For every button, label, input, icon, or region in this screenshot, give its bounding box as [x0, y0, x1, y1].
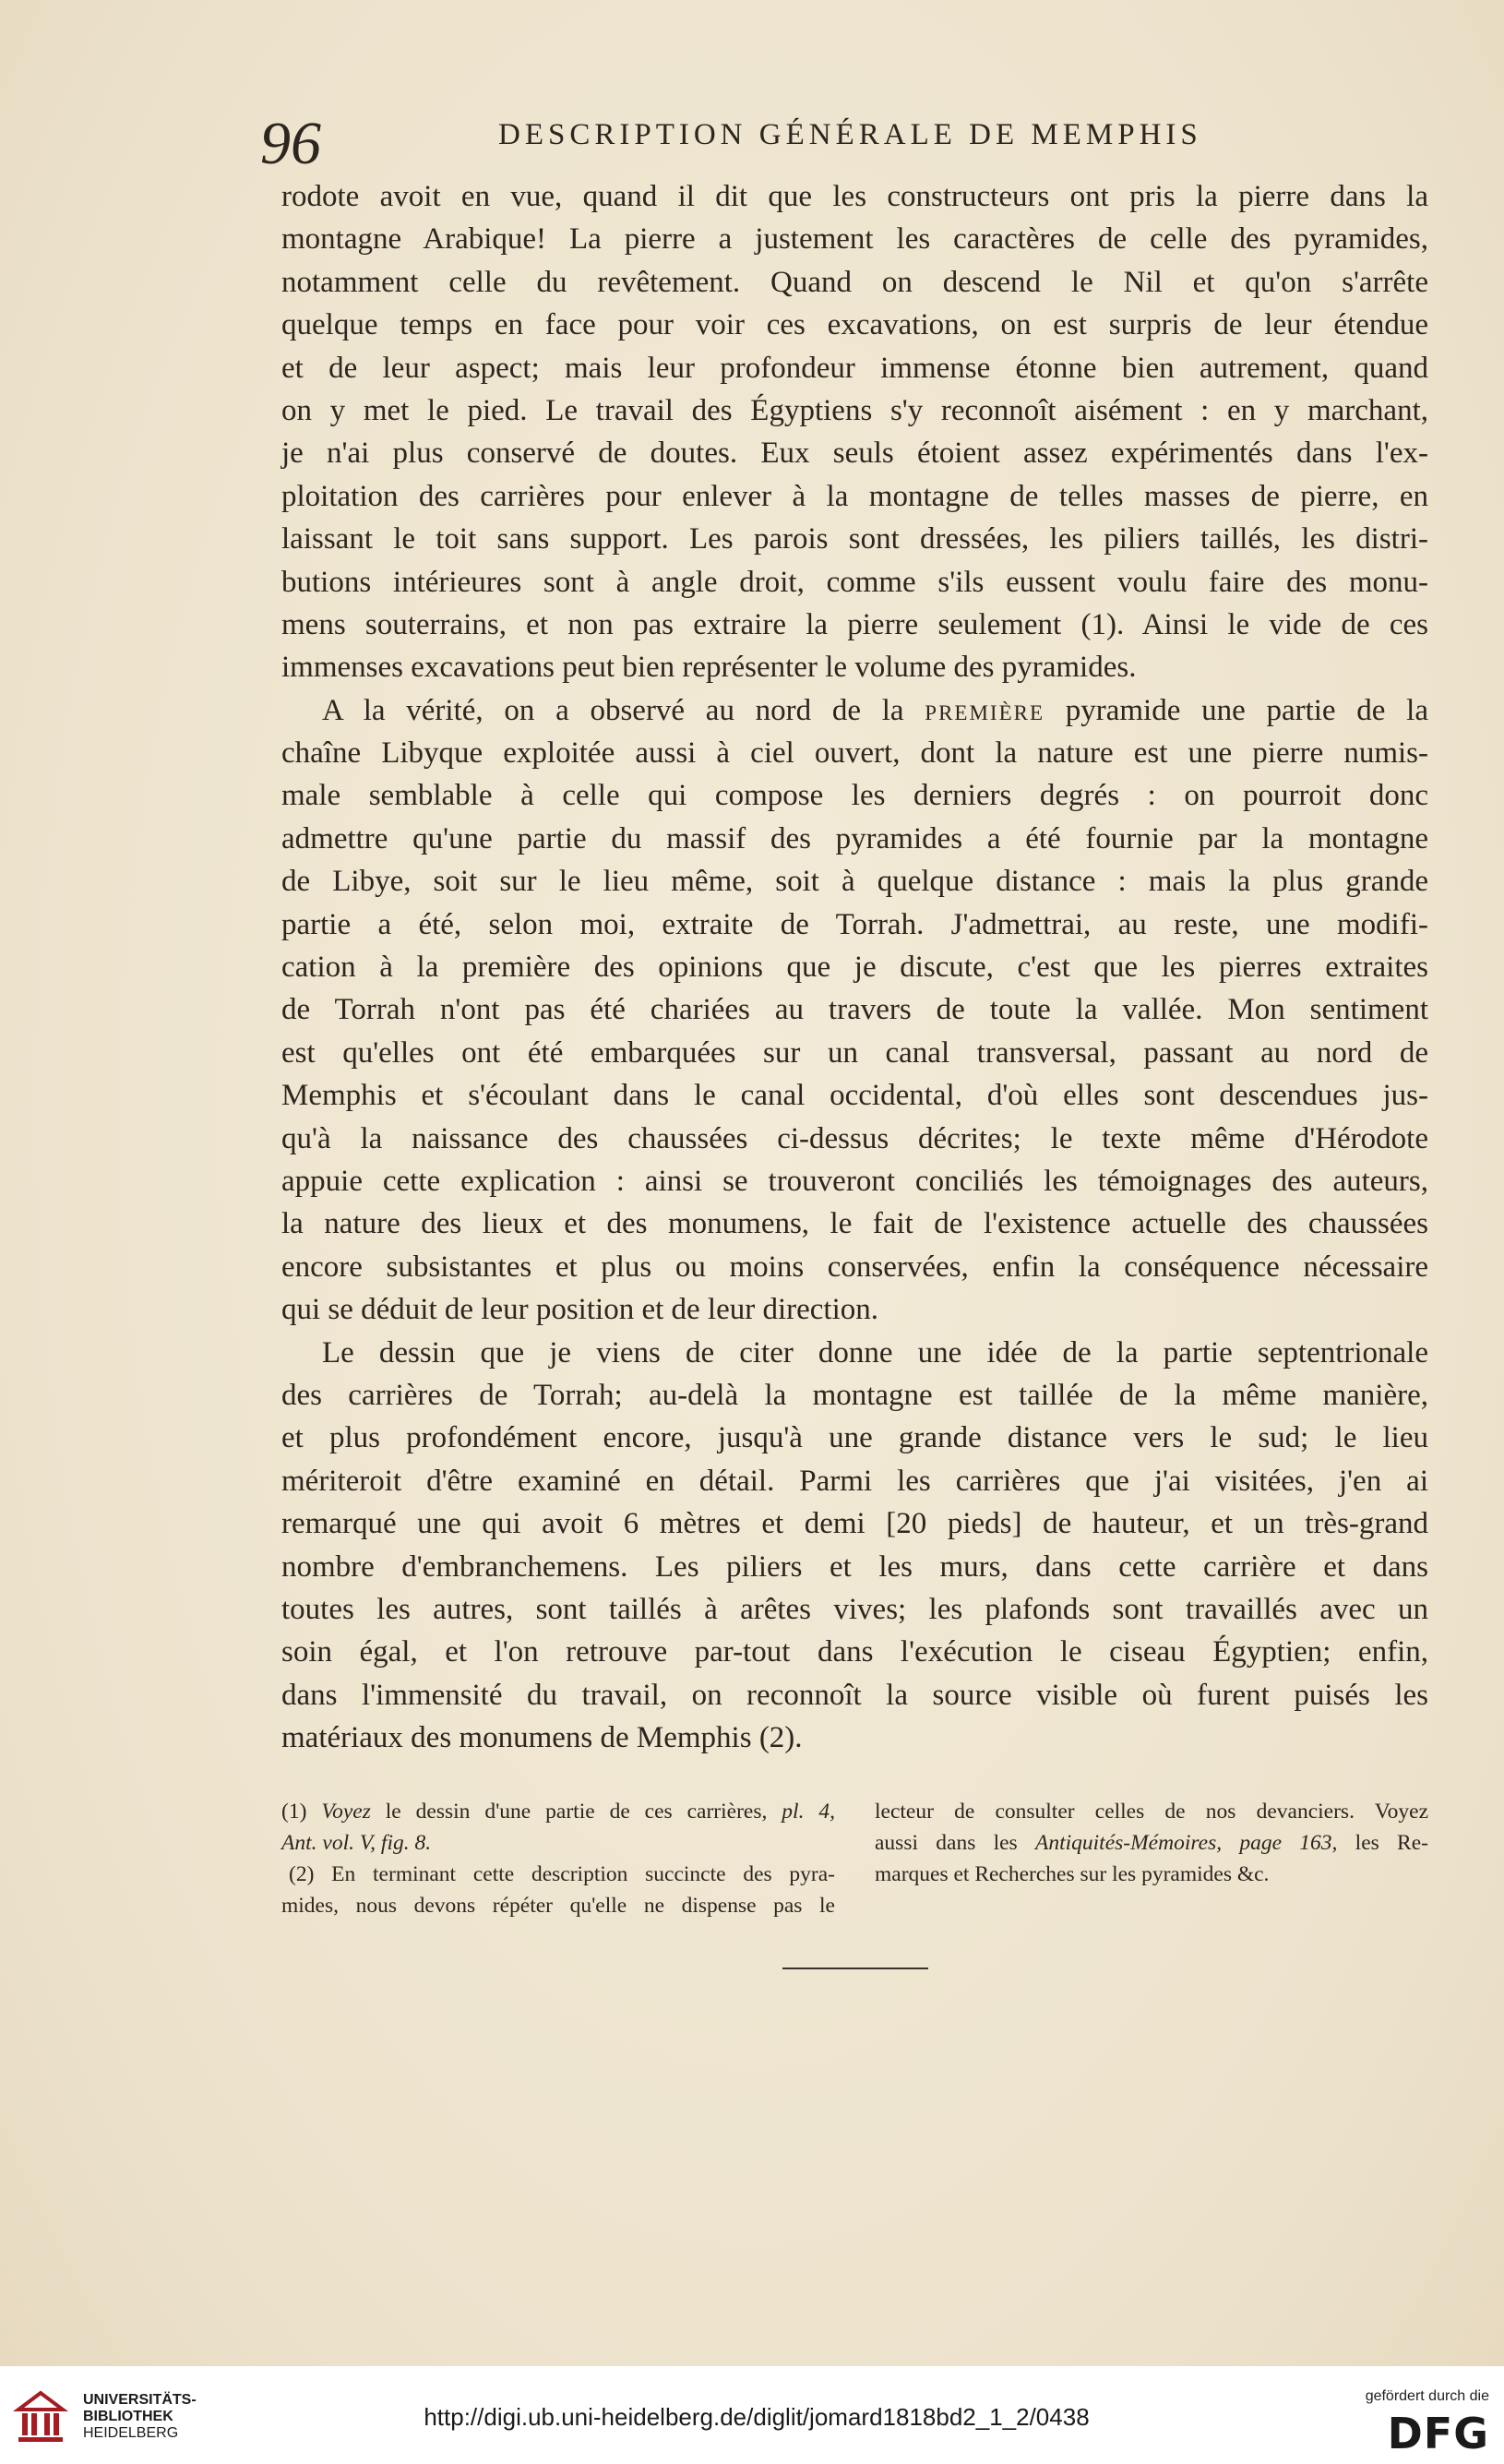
text-line: male semblable à celle qui compose les derniers degrés : on pourroit donc: [281, 779, 1428, 813]
text-line: remarqué une qui avoit 6 mètres et demi [20 pieds] de hauteur, et un très-grand: [281, 1507, 1428, 1541]
text-line: et de leur aspect; mais leur profondeur immense étonne bien autrement, quand: [281, 351, 1428, 385]
text-line: Le dessin que je viens de citer donne une idée de la partie septentrionale: [322, 1335, 1428, 1370]
text-line: appuie cette explication : ainsi se trouveront conciliés les témoignages des auteurs,: [281, 1164, 1428, 1198]
text-line: notamment celle du revêtement. Quand on descend le Nil et qu'on s'arrête: [281, 265, 1428, 299]
footnotes-right-column: [875, 1796, 1428, 1921]
source-url-link[interactable]: http://digi.ub.uni-heidelberg.de/diglit/jomard1818bd2_1_2/0438: [424, 2403, 1090, 2431]
text-line: de Torrah n'ont pas été chariées au travers de toute la vallée. Mon sentiment: [281, 993, 1428, 1027]
footnote-italic: pl. 4,: [782, 1800, 835, 1824]
library-line-3: HEIDELBERG: [83, 2425, 179, 2441]
text-line: qui se déduit de leur position et de leur direction.: [281, 1293, 878, 1327]
page-number: 96: [260, 110, 321, 177]
text-line: mériteroit d'être examiné en détail. Parmi les carrières que j'ai visitées, j'en ai: [281, 1464, 1428, 1498]
end-rule: [782, 1968, 928, 1969]
text-line: rodote avoit en vue, quand il dit que les constructeurs ont pris la pierre dans la: [281, 180, 1428, 213]
text-line: Memphis et s'écoulant dans le canal occidental, d'où elles sont descendues jus-: [281, 1079, 1428, 1113]
footnote-line: [281, 1796, 835, 1827]
text-line: la nature des lieux et des monumens, le fait de l'existence actuelle des chaussées: [281, 1207, 1428, 1241]
text-line: cation à la première des opinions que je discute, c'est que les pierres extraites: [281, 951, 1428, 985]
footnote-line: lecteur de consulter celles de nos devanciers. Voyez: [875, 1800, 1428, 1824]
footnote-line: [875, 1827, 1428, 1859]
footnote-segment: aussi dans les: [875, 1831, 1035, 1855]
text-line: encore subsistantes et plus ou moins conservées, enfin la conséquence nécessaire: [281, 1250, 1428, 1284]
footnote-line: mides, nous devons répéter qu'elle ne dispense pas le: [281, 1894, 835, 1918]
text-line: laissant le toit sans support. Les parois sont dressées, les piliers taillés, les distri-: [281, 522, 1428, 556]
footnote-italic: Voyez: [321, 1800, 371, 1824]
text-line: est qu'elles ont été embarquées sur un canal transversal, passant au nord de: [281, 1035, 1428, 1070]
footnote-line: [281, 1827, 835, 1859]
text-line: immenses excavations peut bien représenter le volume des pyramides.: [281, 651, 1137, 685]
text-line: on y met le pied. Le travail des Égyptiens s'y reconnoît aisément : en y marchant,: [281, 393, 1428, 427]
running-head: DESCRIPTION GÉNÉRALE DE MEMPHIS: [498, 118, 1202, 151]
university-library-logo-icon: [13, 2387, 68, 2445]
text-line: nombre d'embranchemens. Les piliers et les murs, dans cette carrière et dans: [281, 1549, 1428, 1584]
funded-by-label: gefördert durch die: [1365, 2388, 1489, 2404]
footnote-segment: les Re-: [1337, 1831, 1428, 1855]
library-line-2: BIBLIOTHEK: [83, 2409, 173, 2424]
text-line: quelque temps en face pour voir ces excavations, on est surpris de leur étendue: [281, 308, 1428, 342]
library-line-1: UNIVERSITÄTS-: [83, 2392, 197, 2408]
dfg-logo: DFG: [1387, 2409, 1489, 2458]
text-line: je n'ai plus conservé de doutes. Eux seuls étoient assez expérimentés dans l'ex-: [281, 437, 1428, 471]
text-line: partie a été, selon moi, extraite de Torrah. J'admettrai, au reste, une modifi-: [281, 907, 1428, 941]
footnote-segment: le dessin d'une partie de ces carrières,: [370, 1800, 782, 1824]
footnote-line: marques et Recherches sur les pyramides &c.: [875, 1862, 1270, 1886]
text-segment: pyramide une partie de la: [1044, 693, 1428, 727]
text-line: de Libye, soit sur le lieu même, soit à quelque distance : mais la plus grande: [281, 865, 1428, 899]
text-line: montagne Arabique! La pierre a justement les caractères de celle des pyramides,: [281, 222, 1428, 257]
text-line: et plus profondément encore, jusqu'à une grande distance vers le sud; le lieu: [281, 1421, 1428, 1455]
text-line: [281, 689, 1428, 732]
text-line: chaîne Libyque exploitée aussi à ciel ouvert, dont la nature est une pierre numis-: [281, 736, 1428, 771]
footnotes-left-column: [281, 1796, 835, 1921]
text-line: qu'à la naissance des chaussées ci-dessus décrites; le texte même d'Hérodote: [281, 1121, 1428, 1155]
footnote-line: (2) En terminant cette description succincte des pyra-: [289, 1862, 835, 1886]
text-line: matériaux des monumens de Memphis (2).: [281, 1721, 803, 1755]
university-library-name: [83, 2392, 197, 2442]
text-line: soin égal, et l'on retrouve par-tout dans l'exécution le ciseau Égyptien; enfin,: [281, 1635, 1428, 1669]
footnotes: [281, 1796, 1428, 1921]
text-line: des carrières de Torrah; au-delà la montagne est taillée de la même manière,: [281, 1378, 1428, 1412]
footnote-italic: Ant. vol. V, fig. 8.: [281, 1831, 432, 1855]
text-line: ploitation des carrières pour enlever à la montagne de telles masses de pierre, en: [281, 479, 1428, 513]
footnote-italic: Antiquités-Mémoires, page 163,: [1034, 1831, 1338, 1855]
text-line: toutes les autres, sont taillés à arêtes vives; les plafonds sont travaillés avec un: [281, 1592, 1428, 1626]
text-line: dans l'immensité du travail, on reconnoît la source visible où furent puisés les: [281, 1678, 1428, 1712]
text-line: admettre qu'une partie du massif des pyramides a été fournie par la montagne: [281, 821, 1428, 855]
text-line: butions intérieures sont à angle droit, comme s'ils eussent voulu faire des monu-: [281, 565, 1428, 599]
text-line: mens souterrains, et non pas extraire la pierre seulement (1). Ainsi le vide de ces: [281, 607, 1428, 641]
text-segment: A la vérité, on a observé au nord de la: [322, 693, 925, 727]
small-caps-word: première: [925, 693, 1045, 727]
body-text: [281, 175, 1428, 1759]
footnote-segment: (1): [281, 1800, 322, 1824]
